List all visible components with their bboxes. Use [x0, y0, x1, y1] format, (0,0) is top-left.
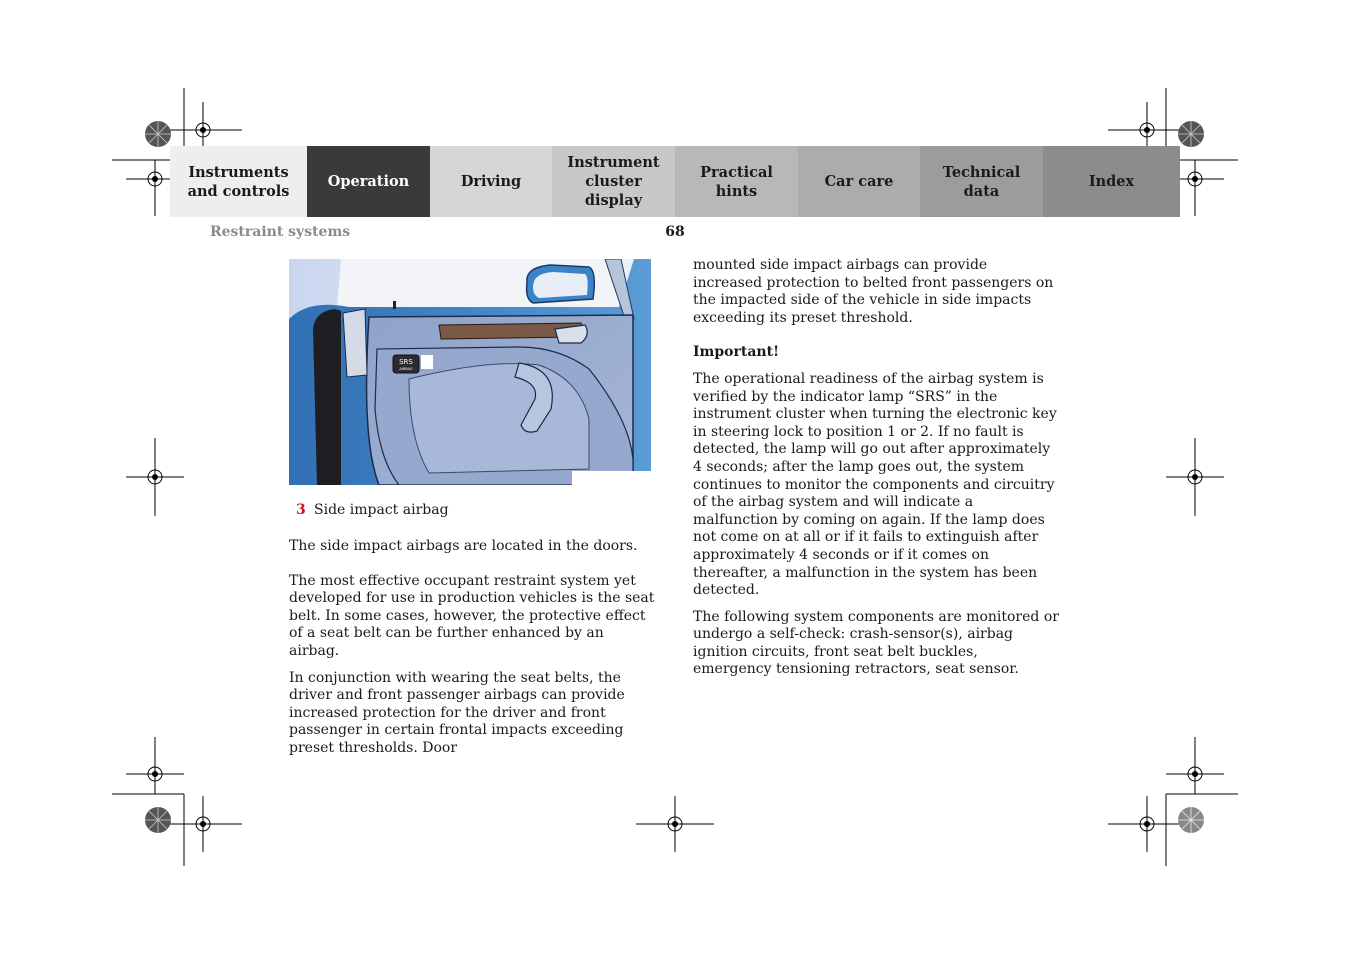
door-illustration [289, 259, 651, 485]
tab-driving[interactable]: Driving [430, 146, 552, 217]
tab-instrument-cluster-display[interactable]: Instrument cluster display [552, 146, 675, 217]
caption-number: 3 [296, 502, 306, 518]
left-text-column [289, 538, 655, 758]
paragraph: The most effective occupant restraint system yet developed for use in production vehicles is the seat belt. In some cases, however, the protective effect of a seat belt can be further enhanced by an airbag. [289, 572, 655, 659]
paragraph: The operational readiness of the airbag system is verified by the indicator lamp “SRS” in the instrument cluster when turning the electronic key in steering lock to position 1 or 2. If no fault is detected, the lamp will go out after approximately 4 seconds; after the lamp goes out, the system continues to monitor the components and circuitry of the airbag system and will indicate a malfunction by coming on again. If the lamp does not come on at all or if it fails to extinguish after approximately 4 seconds or if it comes on thereafter, a malfunction in the system has been detected. [693, 370, 1057, 599]
tab-practical-hints[interactable]: Practical hints [675, 146, 798, 217]
tab-operation[interactable]: Operation [307, 146, 430, 217]
paragraph: In conjunction with wearing the seat belts, the driver and front passenger airbags can provide increased protection for the driver and front passenger in certain frontal impacts exceeding preset thresholds. Door [289, 669, 625, 756]
page-number: 68 [665, 224, 685, 240]
paragraph: mounted side impact airbags can provide increased protection to belted front passengers on the impacted side of the vehicle in side impacts exceeding its preset threshold. [693, 257, 1054, 326]
tab-instruments-and-controls[interactable]: Instruments and controls [170, 146, 307, 217]
paragraph: The side impact airbags are located in the doors. [289, 538, 638, 554]
paragraph: The following system components are monitored or undergo a self-check: crash-sensor(s), airbag ignition circuits, front seat belt buckles, emergency tensioning retractors, seat sensor. [693, 608, 1059, 678]
figure-caption [296, 502, 449, 518]
tab-technical-data[interactable]: Technical data [920, 146, 1043, 217]
important-heading: Important! [693, 344, 780, 361]
caption-text: Side impact airbag [314, 502, 449, 518]
right-text-column [693, 257, 1059, 679]
airbag-badge-text: AIRBAG [399, 367, 413, 371]
chapter-tabs [170, 146, 1180, 217]
tab-car-care[interactable]: Car care [798, 146, 920, 217]
tab-index[interactable]: Index [1043, 146, 1180, 217]
section-title: Restraint systems [210, 224, 351, 240]
srs-badge-text: SRS [399, 358, 413, 366]
